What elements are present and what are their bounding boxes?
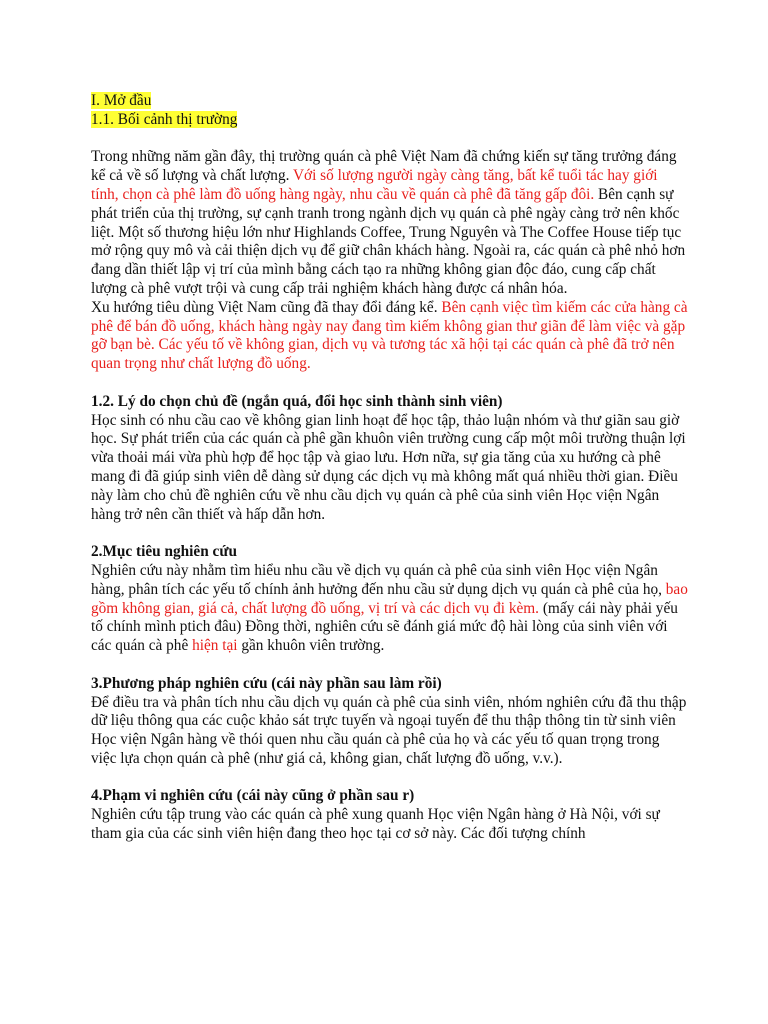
paragraph-research-method: Để điều tra và phân tích nhu cầu dịch vụ quán cà phê của sinh viên, nhóm nghiên cứu đã thu thập dữ liệu thông qua các cuộc khảo sát trực tuyến và ngoại tuyến để thu thập thông tin từ sinh viên Học viện Ngân hàng về thói quen nhu cầu quán cà phê của họ và các yếu tố quan trọng trong việc lựa chọn quán cà phê (như giá cả, không gian, chất lượng đồ uống, v.v.).	[91, 693, 687, 767]
paragraph-consumer-trend	[91, 299, 688, 374]
heading-market-context-text: 1.1. Bối cảnh thị trường	[91, 110, 238, 128]
paragraph-text: (mấy cái này phải yếu tố chính mình ptich đâu) Đồng thời, nghiên cứu sẽ đánh giá mức độ hài lòng của sinh viên với các quán cà phê	[91, 599, 678, 655]
paragraph-text: Xu hướng tiêu dùng Việt Nam cũng đã thay đổi đáng kể.	[91, 298, 442, 316]
spacer	[91, 656, 688, 675]
heading-intro-text: I. Mở đầu	[91, 92, 152, 109]
heading-intro	[91, 92, 688, 111]
spacer	[91, 769, 688, 788]
spacer	[91, 130, 688, 149]
spacer	[91, 374, 688, 393]
paragraph-topic-reason: Học sinh có nhu cầu cao về không gian linh hoạt để học tập, thảo luận nhóm và thư giãn sau giờ học. Sự phát triển của các quán cà phê gần khuôn viên trường cung cấp một môi trường thuận lợi vừa thoải mái vừa phù hợp để học tập và giao lưu. Hơn nữa, sự gia tăng của xu hướng cà phê mang đi đã giúp sinh viên dễ dàng sử dụng các dịch vụ mà không mất quá nhiều thời gian. Điều này làm cho chủ đề nghiên cứu về nhu cầu dịch vụ quán cà phê của sinh viên Học viện Ngân hàng trở nên cần thiết và hấp dẫn hơn.	[91, 411, 686, 523]
paragraph-research-objective	[91, 562, 688, 656]
heading-research-objective: 2.Mục tiêu nghiên cứu	[91, 543, 238, 561]
heading-research-method: 3.Phương pháp nghiên cứu (cái này phần sau làm rồi)	[91, 674, 442, 692]
highlighted-red-text: Bên cạnh việc tìm kiếm các cửa hàng cà phê để bán đồ uống, khách hàng ngày nay đang tìm kiếm không gian thư giãn để làm việc và gặp gỡ bạn bè. Các yếu tố về không gian, dịch vụ và tương tác xã hội tại các quán cà phê đã trở nên quan trọng như chất lượng đồ uống.	[91, 298, 688, 373]
paragraph-market-growth	[91, 148, 688, 298]
document-page	[91, 92, 688, 844]
paragraph-text: gần khuôn viên trường.	[237, 637, 385, 655]
paragraph-text: Bên cạnh sự phát triển của thị trường, sự cạnh tranh trong ngành dịch vụ quán cà phê ngày càng trở nên khốc liệt. Một số thương hiệu lớn như Highlands Coffee, Trung Nguyên và The Coffee House tiếp tục mở rộng quy mô và cải thiện dịch vụ để giữ chân khách hàng. Ngoài ra, các quán cà phê nhỏ hơn đang dần thiết lập vị trí của mình bằng cách tạo ra những không gian độc đáo, cung cấp chất lượng cà phê vượt trội và cung cấp trải nghiệm khách hàng được cá nhân hóa.	[91, 185, 686, 297]
paragraph-research-scope: Nghiên cứu tập trung vào các quán cà phê xung quanh Học viện Ngân hàng ở Hà Nội, với sự tham gia của các sinh viên hiện đang theo học tại cơ sở này. Các đối tượng chính	[91, 806, 660, 843]
heading-market-context	[91, 111, 688, 130]
heading-research-scope: 4.Phạm vi nghiên cứu (cái này cũng ở phần sau r)	[91, 787, 415, 805]
spacer	[91, 524, 688, 543]
heading-topic-reason: 1.2. Lý do chọn chủ đề (ngắn quá, đổi học sinh thành sinh viên)	[91, 392, 503, 410]
highlighted-red-text: bao gồm không gian, giá cả, chất lượng đồ uống, vị trí và các dịch vụ đi kèm.	[91, 580, 688, 617]
highlighted-red-text: hiện tại	[192, 637, 238, 655]
paragraph-text: Trong những năm gần đây, thị trường quán cà phê Việt Nam đã chứng kiến sự tăng trưởng đáng kể cả về số lượng và chất lượng.	[91, 148, 677, 185]
paragraph-text: Nghiên cứu này nhằm tìm hiểu nhu cầu về dịch vụ quán cà phê của sinh viên Học viện Ngân hàng, phân tích các yếu tố chính ảnh hưởng đến nhu cầu sử dụng dịch vụ quán cà phê của họ,	[91, 561, 666, 598]
highlighted-red-text: Với số lượng người ngày càng tăng, bất kể tuổi tác hay giới tính, chọn cà phê làm đồ uống hàng ngày, nhu cầu về quán cà phê đã tăng gấp đôi.	[91, 167, 658, 203]
